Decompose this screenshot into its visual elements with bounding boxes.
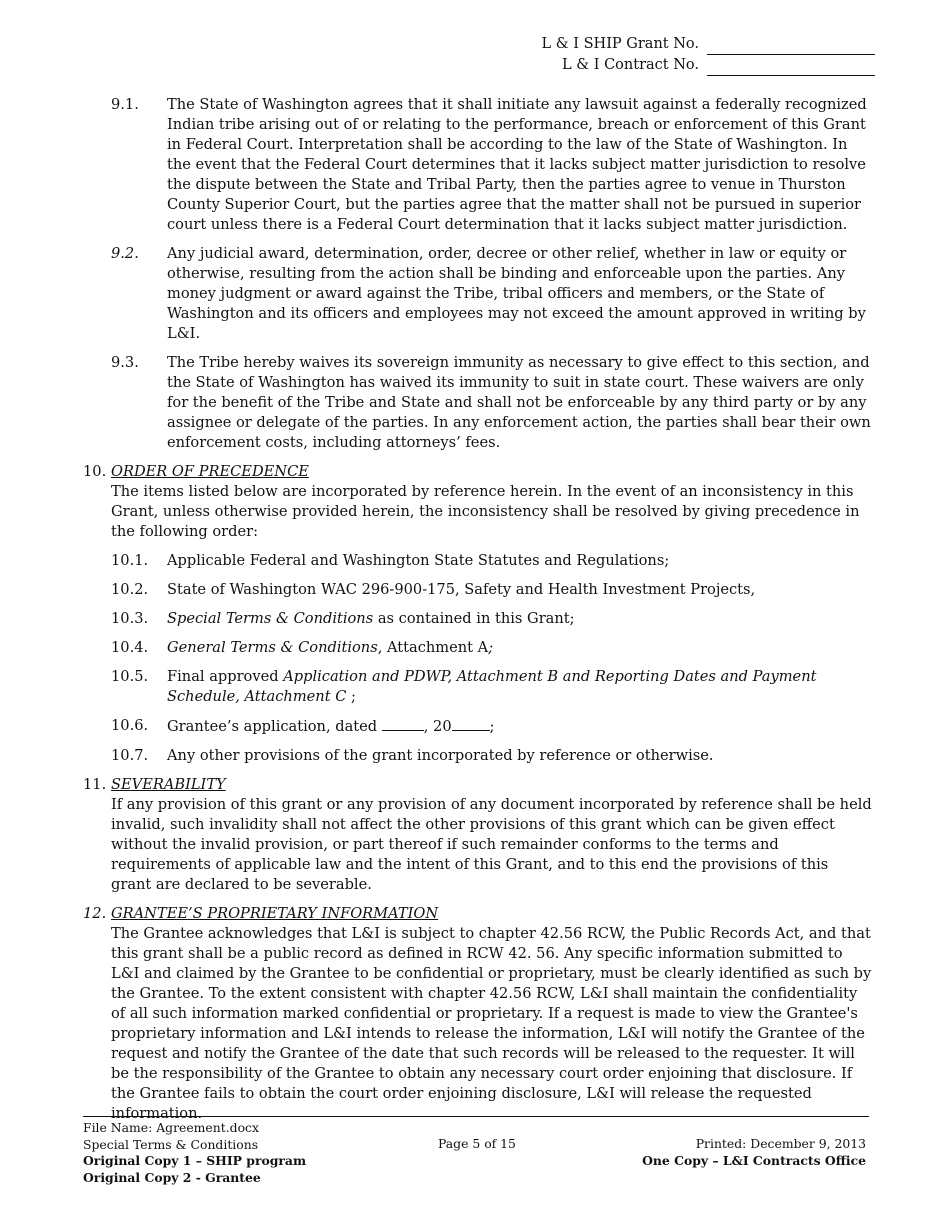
clause-text: State of Washington WAC 296-900-175, Safety and Health Investment Projects, [167,581,756,598]
clause-number: 9.2. [111,245,139,262]
clause-text: Applicable Federal and Washington State Statutes and Regulations; [167,552,670,569]
clause-rest-text: , Attachment A [377,639,489,656]
page-number: Page 5 of 15 [438,1136,516,1151]
clause-text [167,609,873,629]
date-day-blank[interactable] [382,716,424,731]
clause-text: Any other provisions of the grant incorporated by reference or otherwise. [167,747,714,764]
contracts-office-copy: One Copy – L&I Contracts Office [642,1152,866,1168]
grant-number-blank [707,38,875,55]
section-order-of-precedence [83,462,873,542]
clause-10-7 [83,746,873,766]
clause-9-2 [83,244,873,344]
clause-mid-text: , 20 [423,718,452,735]
clause-10-6 [83,716,873,737]
clause-end-text: ; [489,718,495,735]
clause-number: 9.1. [111,96,139,113]
clause-number: 10.6. [111,717,149,734]
clause-text [167,638,873,658]
clause-end-text: ; [488,639,494,656]
clause-text [167,716,873,737]
clause-number: 10.1. [111,552,149,569]
clause-text: The Tribe hereby waives its sovereign immunity as necessary to give effect to this section, and the State of Washington has waived its immunity to suit in state court. These waivers are only for the benefit of the Tribe and State and shall not be enforceable by any third party or by any assignee or delegate of the parties. In any enforcement action, the parties shall bear their own enforcement costs, including attorneys’ fees. [167,354,871,451]
clause-number: 10.4. [111,639,149,656]
contract-number-label: L & I Contract No. [562,57,699,73]
clause-rest-text: as contained in this Grant; [373,610,575,627]
section-severability [83,775,873,895]
section-title: ORDER OF PRECEDENCE [111,463,309,480]
clause-number: 10.7. [111,747,149,764]
clause-10-3 [83,609,873,629]
section-text: The Grantee acknowledges that L&I is subject to chapter 42.56 RCW, the Public Records Act, and that this grant shall be a public record as defined in RCW 42. 56. Any specific information submitted to L&I and claimed by the Grantee to be confidential or proprietary, must be clearly identified as such by the Grantee. To the extent consistent with chapter 42.56 RCW, L&I shall maintain the confidentiality of all such information marked confidential or proprietary. If a request is made to view the Grantee's proprietary information and L&I intends to release the information, L&I will notify the Grantee of the request and notify the Grantee of the date that such records will be released to the requester. It will be the responsibility of the Grantee to obtain any necessary court order enjoining that disclosure. If the Grantee fails to obtain the court order enjoining disclosure, L&I will release the requested information. [111,925,872,1122]
clause-10-2 [83,580,873,600]
clause-lead-text: Grantee’s application, dated [167,718,382,735]
clause-10-1 [83,551,873,571]
section-text: If any provision of this grant or any provision of any document incorporated by reference shall be held invalid, such invalidity shall not affect the other provisions of this grant which can be given effect without the invalid provision, or part thereof if such remainder conforms to the terms and requirements of applicable law and the intent of this Grant, and to this end the provisions of this grant are declared to be severable. [111,796,872,893]
clause-italic-text: General Terms & Conditions [167,639,378,656]
clause-9-3 [83,353,873,453]
date-year-blank[interactable] [452,716,490,731]
document-body [83,95,873,1124]
grant-header [542,34,875,76]
clause-lead-text: Final approved [167,668,284,685]
clause-end-text: ; [346,688,356,705]
clause-text [167,667,873,707]
section-number: 12. [83,905,107,922]
footer-right [642,1136,866,1169]
original-copy-1: Original Copy 1 – SHIP program [83,1153,307,1168]
clause-number: 10.3. [111,610,149,627]
section-intro: The items listed below are incorporated by reference herein. In the event of an inconsistency in this Grant, unless otherwise provided herein, the inconsistency shall be resolved by giving precedence in the following order: [111,483,860,540]
clause-10-5 [83,667,873,707]
section-number: 11. [83,776,107,793]
section-proprietary-information [83,904,873,1124]
footer-divider [83,1116,869,1117]
original-copy-2: Original Copy 2 - Grantee [83,1169,261,1185]
clause-number: 10.2. [111,581,149,598]
section-title: SEVERABILITY [111,776,226,793]
clause-9-1 [83,95,873,235]
file-name: File Name: Agreement.docx [83,1120,259,1135]
clause-number: 9.3. [111,354,139,371]
clause-text: The State of Washington agrees that it shall initiate any lawsuit against a federally recognized Indian tribe arising out of or relating to the performance, breach or enforcement of this Grant in Federal Court. Interpretation shall be according to the law of the State of Washington. In the event that the Federal Court determines that it lacks subject matter jurisdiction to resolve the dispute between the State and Tribal Party, then the parties agree to venue in Thurston County Superior Court, but the parties agree that the matter shall not be pursued in superior court unless there is a Federal Court determination that it lacks subject matter jurisdiction. [167,96,867,233]
printed-date: Printed: December 9, 2013 [695,1136,866,1151]
contract-number-blank [707,59,875,76]
footer-left [83,1120,306,1186]
clause-text: Any judicial award, determination, order, decree or other relief, whether in law or equity or otherwise, resulting from the action shall be binding and enforceable upon the parties. Any money judgment or award against the Tribe, tribal officers and members, or the State of Washington and its officers and employees may not exceed the amount approved in writing by L&I. [167,245,866,342]
grant-number-label: L & I SHIP Grant No. [541,36,699,52]
clause-italic-text: Application and PDWP, Attachment B and Reporting Dates and Payment Schedule, Attachment C [167,668,817,705]
document-type: Special Terms & Conditions [83,1136,259,1152]
clause-italic-text: Special Terms & Conditions [167,610,374,627]
clause-number: 10.5. [111,668,149,685]
section-number: 10. [83,463,107,480]
section-title: GRANTEE’S PROPRIETARY INFORMATION [111,905,439,922]
clause-10-4 [83,638,873,658]
